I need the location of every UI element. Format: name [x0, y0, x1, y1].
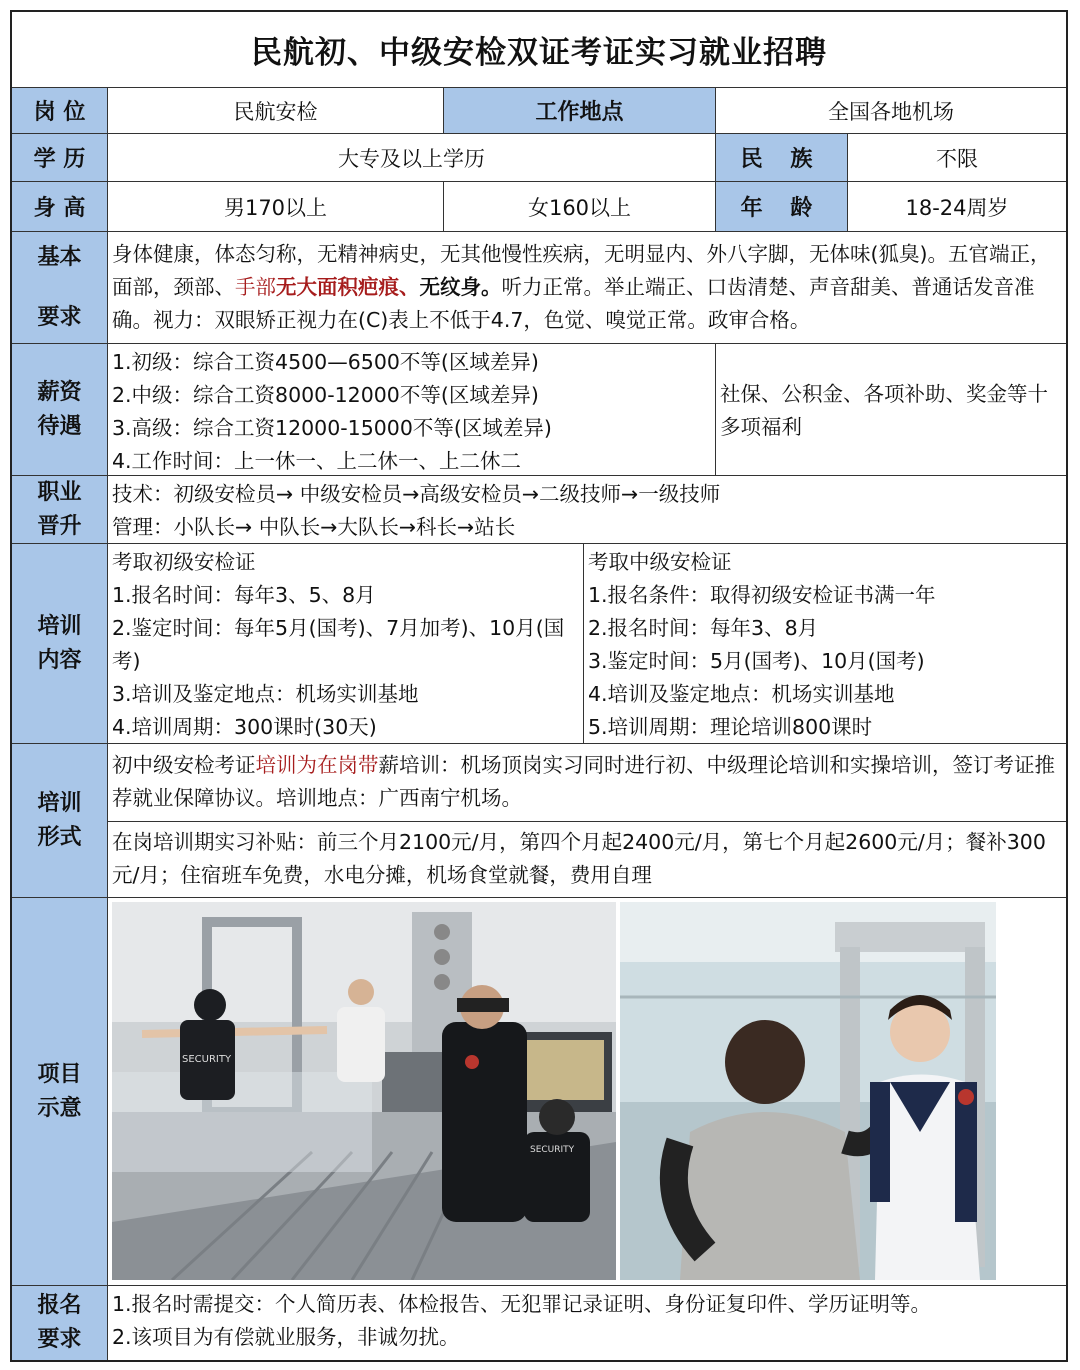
salary-line: 1.初级：综合工资4500—6500不等(区域差异) [112, 350, 539, 374]
signup-line: 2.该项目为有偿就业服务，非诚勿扰。 [112, 1325, 460, 1349]
value-work-location: 全国各地机场 [716, 88, 1066, 134]
label-salary: 薪资 待遇 [12, 344, 108, 476]
signup-line: 1.报名时需提交：个人简历表、体检报告、无犯罪记录证明、身份证复印件、学历证明等。 [112, 1292, 932, 1316]
training-form-p2: 在岗培训期实习补贴：前三个月2100元/月，第四个月起2400元/月，第七个月起2600元/月；餐补300元/月；住宿班车免费，水电分摊，机场食堂就餐，费用自理 [108, 822, 1066, 898]
security-text-1: SECURITY [182, 1054, 232, 1065]
label-age: 年 龄 [716, 182, 848, 232]
photo-body-screening [620, 902, 996, 1280]
label-training-content: 培训 内容 [12, 544, 108, 744]
highlight-no-scar: 无大面积疤痕、 [276, 275, 420, 299]
label-height: 身 高 [12, 182, 108, 232]
label-signup: 报名 要求 [12, 1286, 108, 1360]
recruitment-sheet [10, 10, 1068, 1362]
salary-line: 2.中级：综合工资8000-12000不等(区域差异) [112, 383, 539, 407]
label-position: 岗 位 [12, 88, 108, 134]
value-ethnicity: 不限 [848, 134, 1066, 182]
training-junior-line: 1.报名时间：每年3、5、8月 [112, 583, 376, 607]
training-mid-line: 2.报名时间：每年3、8月 [588, 616, 819, 640]
label-work-location: 工作地点 [444, 88, 716, 134]
label-ethnicity: 民 族 [716, 134, 848, 182]
salary-line: 3.高级：综合工资12000-15000不等(区域差异) [112, 416, 552, 440]
training-mid-line: 3.鉴定时间：5月(国考)、10月(国考) [588, 649, 925, 673]
security-text-2: SECURITY [530, 1145, 575, 1155]
training-junior-line: 2.鉴定时间：每年5月(国考)、7月加考)、10月(国考) [112, 616, 565, 673]
value-height-male: 男170以上 [108, 182, 444, 232]
signup-requirements [108, 1286, 1066, 1360]
value-education: 大专及以上学历 [108, 134, 716, 182]
training-junior-line: 4.培训周期：300课时(30天) [112, 715, 377, 739]
training-mid-line: 考取中级安检证 [588, 550, 732, 574]
career-path [108, 476, 1066, 544]
value-age: 18-24周岁 [848, 182, 1066, 232]
label-basic-bottom: 要求 [37, 304, 82, 330]
basic-requirements-text: 身体健康，体态匀称，无精神病史，无其他慢性疾病，无明显内、外八字脚，无体味(狐臭)。五官端正，面部，颈部、手部无大面积疤痕、无纹身。听力正常。举止端正、口齿清楚、声音甜美、普通话发音准确。视力：双眼矫正视力在(C)表上不低于4.7，色觉、嗅觉正常。政审合格。 [108, 232, 1066, 344]
label-basic-requirements [12, 232, 108, 344]
value-position: 民航安检 [108, 88, 444, 134]
label-education: 学 历 [12, 134, 108, 182]
label-project: 项目 示意 [12, 898, 108, 1286]
training-junior [108, 544, 584, 744]
training-mid-line: 5.培训周期：理论培训800课时 [588, 715, 873, 739]
highlight-paid-training: 培训为在岗带 [255, 753, 379, 777]
label-career: 职业 晋升 [12, 476, 108, 544]
training-form-p1: 初中级安检考证培训为在岗带薪培训：机场顶岗实习同时进行初、中级理论培训和实操培训，签订考证推荐就业保障协议。培训地点：广西南宁机场。 [108, 744, 1066, 822]
training-junior-line: 3.培训及鉴定地点：机场实训基地 [112, 682, 419, 706]
value-height-female: 女160以上 [444, 182, 716, 232]
photo-checkpoint [112, 902, 616, 1280]
career-tech: 技术：初级安检员→ 中级安检员→高级安检员→二级技师→一级技师 [112, 482, 721, 506]
salary-list [108, 344, 716, 476]
label-training-form: 培训 形式 [12, 744, 108, 898]
training-intermediate [584, 544, 1066, 744]
training-junior-line: 考取初级安检证 [112, 550, 256, 574]
highlight-hand: 手部 [235, 275, 276, 299]
page-title: 民航初、中级安检双证考证实习就业招聘 [12, 12, 1066, 88]
project-photos [108, 898, 1066, 1286]
salary-line: 4.工作时间：上一休一、上二休一、上二休二 [112, 449, 522, 473]
training-mid-line: 4.培训及鉴定地点：机场实训基地 [588, 682, 895, 706]
career-mgmt: 管理：小队长→ 中队长→大队长→科长→站长 [112, 515, 516, 539]
benefits-text: 社保、公积金、各项补助、奖金等十多项福利 [716, 344, 1066, 476]
label-basic-top: 基本 [37, 244, 82, 270]
highlight-no-tattoo: 无纹身。 [419, 275, 502, 299]
training-mid-line: 1.报名条件：取得初级安检证书满一年 [588, 583, 936, 607]
